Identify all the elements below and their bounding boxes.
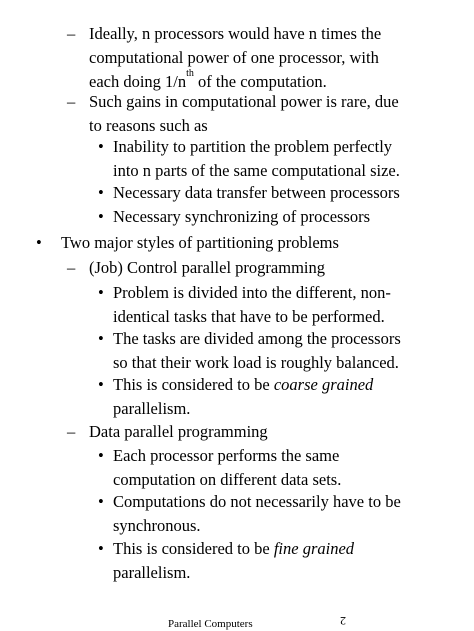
bullet-partition-inability (113, 135, 400, 183)
text-line: Two major styles of partitioning problems (61, 233, 339, 252)
text-line: Necessary synchronizing of processors (113, 207, 371, 226)
text-line: computation on different data sets. (113, 470, 342, 489)
text-line: Ideally, n processors would have n times the (89, 24, 382, 43)
text-line: to reasons such as (89, 116, 208, 135)
text-line: Each processor performs the same (113, 446, 340, 465)
text-line: parallelism. (113, 399, 191, 418)
text-line: Computations do not necessarily have to be (113, 492, 401, 511)
bullet-marker: • (98, 137, 104, 156)
bullet-marker: • (98, 539, 104, 558)
bullet-gains-rare (89, 90, 399, 138)
dash-marker: – (67, 24, 76, 43)
text-line: Data parallel programming (89, 422, 268, 441)
page-number: 2 (340, 614, 346, 628)
text-line: Inability to partition the problem perfectly (113, 137, 393, 156)
bullet-marker: • (98, 375, 104, 394)
bullet-marker: • (98, 283, 104, 302)
bullet-problem-divided (113, 281, 391, 329)
text-line: computational power of one processor, with (89, 48, 379, 67)
bullet-marker: • (98, 183, 104, 202)
dash-marker: – (67, 92, 76, 111)
bullet-same-computation (113, 444, 341, 492)
bullet-coarse-grained (113, 373, 373, 421)
text-line: each doing $1/n^{th}$ of the computation. (89, 68, 327, 91)
bullet-synchronizing (113, 205, 370, 229)
text-line: so that their work load is roughly balanced. (113, 353, 399, 372)
text-line: (Job) Control parallel programming (89, 258, 325, 277)
dash-marker: – (67, 422, 76, 441)
bullet-marker: • (36, 233, 42, 252)
bullet-two-styles (61, 231, 339, 255)
bullet-not-synchronous (113, 490, 401, 538)
text-line: into n parts of the same computational size. (113, 161, 400, 180)
bullet-data-parallel (89, 420, 268, 444)
text-line: Necessary data transfer between processors (113, 183, 400, 202)
bullet-data-transfer (113, 181, 400, 205)
text-line: Such gains in computational power is rare, due (89, 92, 399, 111)
text-line: Problem is divided into the different, non- (113, 283, 391, 302)
text-line: synchronous. (113, 516, 201, 535)
dash-marker: – (67, 258, 76, 277)
bullet-marker: • (98, 446, 104, 465)
bullet-fine-grained (113, 537, 354, 585)
text-line: parallelism. (113, 563, 191, 582)
text-line: This is considered to be fine grained (113, 539, 355, 558)
bullet-control-parallel (89, 256, 325, 280)
bullet-ideal-processors (89, 22, 381, 94)
bullet-marker: • (98, 492, 104, 511)
text-line: identical tasks that have to be performed. (113, 307, 385, 326)
bullet-marker: • (98, 207, 104, 226)
footer-title: Parallel Computers (168, 618, 253, 630)
bullet-tasks-divided (113, 327, 401, 375)
text-line: This is considered to be coarse grained (113, 375, 374, 394)
text-line: The tasks are divided among the processors (113, 329, 401, 348)
bullet-marker: • (98, 329, 104, 348)
